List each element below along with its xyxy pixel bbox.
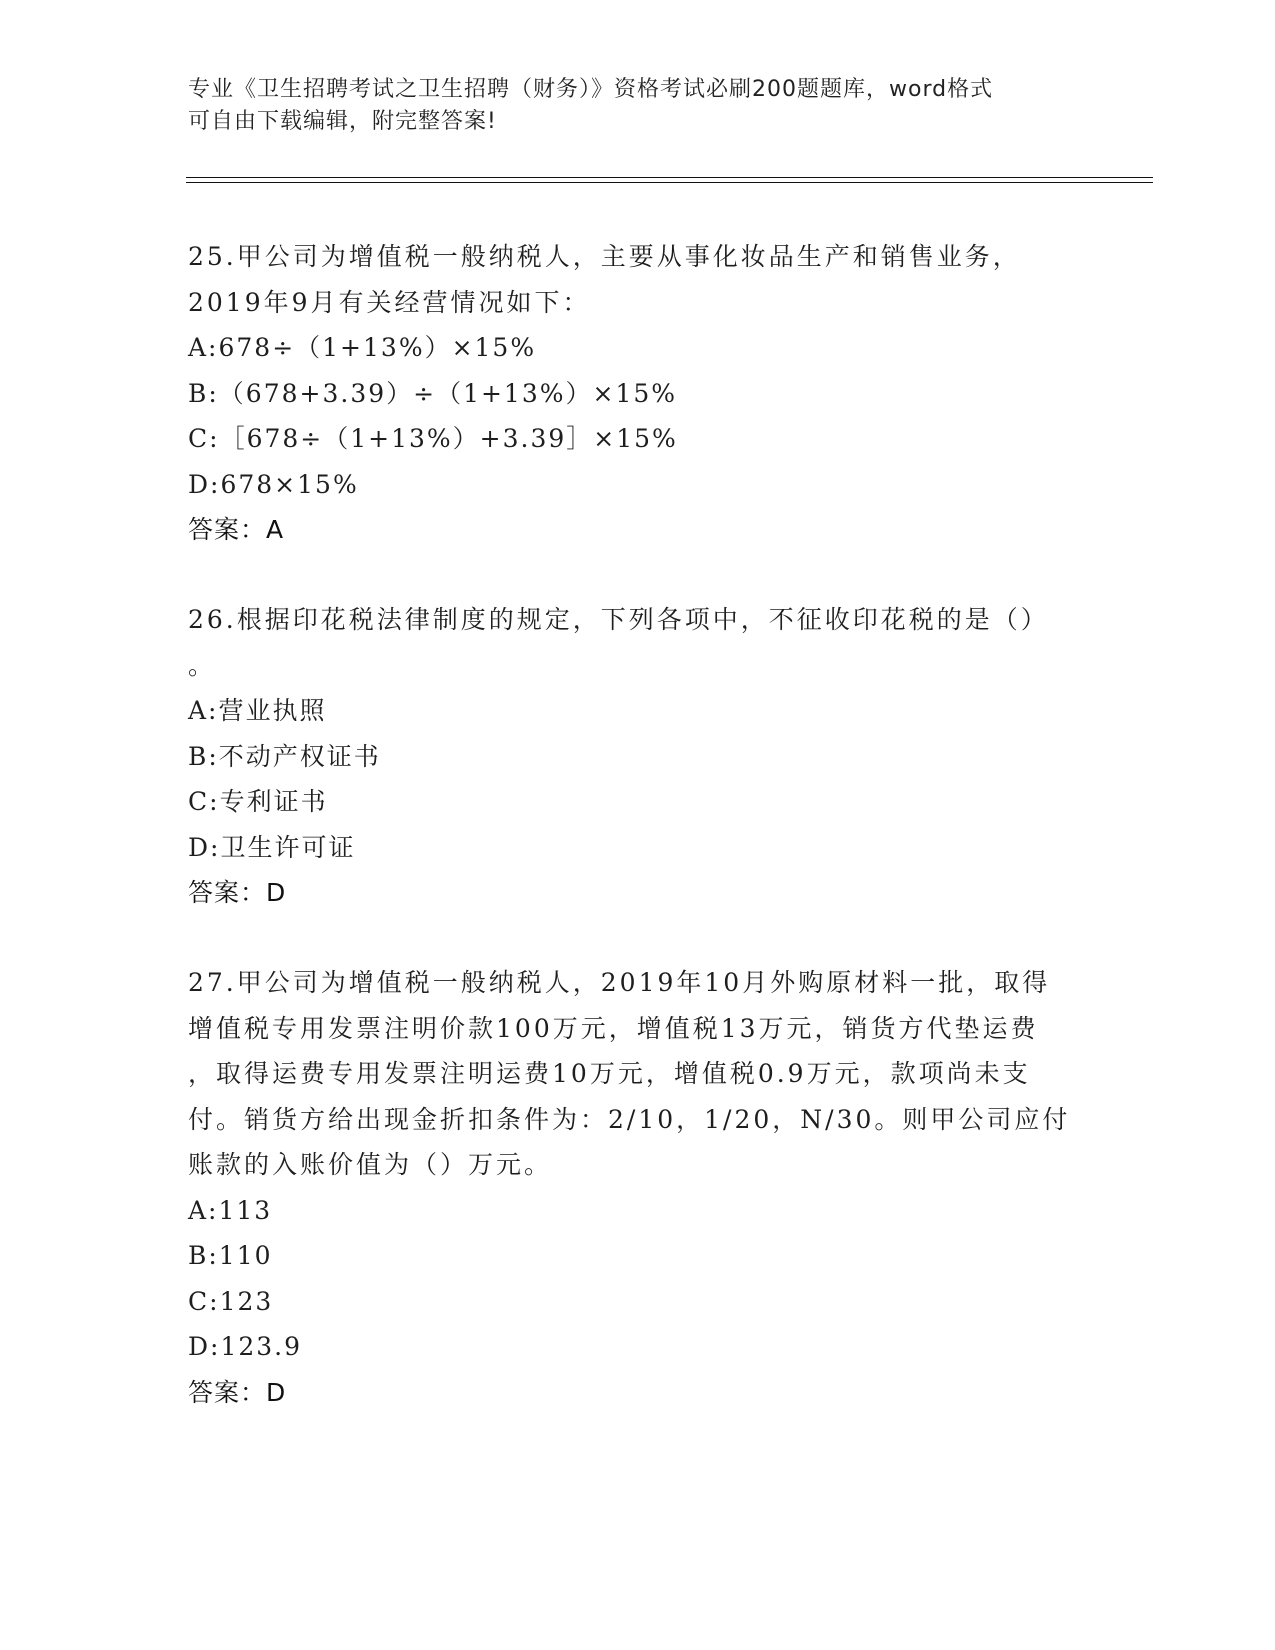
option-text: 专利证书 (219, 787, 328, 816)
question-stem-line: 账款的入账价值为（）万元。 (188, 1150, 553, 1179)
option-key: D: (188, 1332, 221, 1361)
option-key: D: (188, 832, 221, 862)
option-b (188, 371, 1088, 417)
option-c (188, 416, 1088, 462)
option-b (188, 734, 1088, 780)
option-key: C: (188, 424, 220, 453)
option-key: A: (188, 1195, 219, 1225)
answer-label: 答案：A (188, 515, 285, 544)
question-stem-line: ，取得运费专用发票注明运费10万元，增值税0.9万元，款项尚未支 (188, 1059, 1031, 1088)
option-b (188, 1233, 1088, 1279)
option-text: 110 (218, 1241, 273, 1270)
option-a (188, 1188, 1088, 1234)
question-25 (188, 234, 1088, 553)
option-text: 678÷（1+13%）×15% (218, 333, 537, 362)
document-header (188, 74, 1088, 138)
option-key: B: (188, 741, 219, 771)
option-a (188, 688, 1088, 734)
option-d (188, 462, 1088, 508)
option-text: ［678÷（1+13%）+3.39］×15% (219, 424, 678, 453)
question-stem-line: 增值税专用发票注明价款100万元，增值税13万元，销货方代垫运费 (188, 1013, 1039, 1043)
option-d (188, 825, 1088, 871)
option-key: B: (188, 378, 219, 408)
question-stem-line: 2019年9月有关经营情况如下： (188, 287, 591, 317)
answer-label: 答案：D (188, 878, 287, 907)
header-divider-top (186, 177, 1153, 178)
header-divider-bottom (186, 182, 1153, 183)
option-text: 123 (219, 1286, 274, 1316)
answer-label: 答案：D (188, 1377, 287, 1407)
option-c (188, 1279, 1088, 1325)
option-key: A: (188, 696, 219, 725)
option-c (188, 779, 1088, 825)
question-stem (188, 597, 1088, 688)
question-26 (188, 597, 1088, 916)
option-key: D: (188, 469, 221, 499)
option-text: 不动产权证书 (218, 741, 381, 771)
question-27 (188, 960, 1088, 1416)
option-key: B: (188, 1241, 219, 1270)
question-stem (188, 234, 1088, 325)
option-key: A: (188, 333, 219, 362)
option-text: 678×15% (220, 469, 359, 499)
header-line-2: 可自由下载编辑，附完整答案! (188, 109, 497, 134)
option-text: 卫生许可证 (220, 832, 356, 862)
question-stem-line: 27.甲公司为增值税一般纳税人，2019年10月外购原材料一批，取得 (188, 968, 1051, 997)
option-key: C: (188, 787, 220, 816)
option-text: 123.9 (220, 1332, 303, 1361)
option-key: C: (188, 1286, 220, 1316)
question-stem-line: 。 (188, 650, 217, 680)
question-stem (188, 960, 1088, 1188)
question-stem-line: 付。销货方给出现金折扣条件为：2/10，1/20，N/30。则甲公司应付 (188, 1104, 1071, 1134)
option-a (188, 325, 1088, 371)
option-text: 113 (218, 1195, 273, 1225)
question-stem-line: 25.甲公司为增值税一般纳税人，主要从事化妆品生产和销售业务， (188, 242, 1021, 271)
question-stem-line: 26.根据印花税法律制度的规定，下列各项中，不征收印花税的是（） (188, 605, 1049, 634)
option-d (188, 1324, 1088, 1370)
option-text: （678+3.39）÷（1+13%）×15% (218, 378, 678, 408)
header-line-1: 专业《卫生招聘考试之卫生招聘（财务）》资格考试必刷200题题库，word格式 (188, 77, 994, 102)
option-text: 营业执照 (218, 696, 327, 725)
